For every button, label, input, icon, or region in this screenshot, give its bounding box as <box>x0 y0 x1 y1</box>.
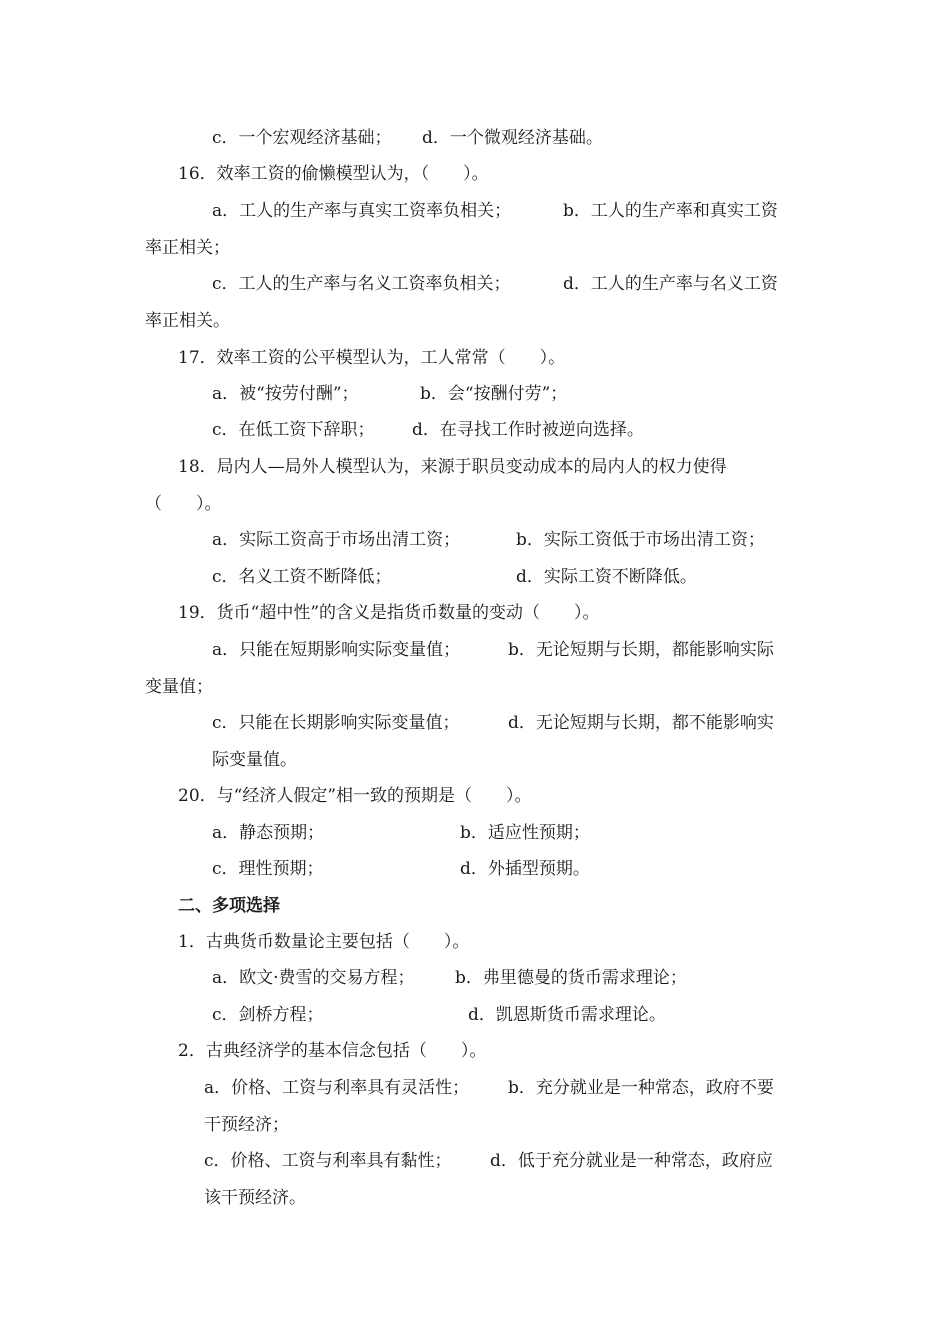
q15-option-c: c．一个宏观经济基础； <box>212 128 392 148</box>
q20-stem-line <box>0 778 950 814</box>
m2-option-b-wrap <box>0 1107 950 1143</box>
q20-options-cd <box>0 851 950 887</box>
q17-option-c: c．在低工资下辞职； <box>212 420 375 440</box>
q16-option-c: c．工人的生产率与名义工资率负相关； <box>212 274 511 294</box>
q17-options-ab <box>0 376 950 412</box>
q19-option-d-wrap <box>0 742 950 778</box>
q20-options-ab <box>0 815 950 851</box>
q20-option-b: b．适应性预期； <box>460 823 590 843</box>
q15-options-cd <box>0 120 950 156</box>
q19-option-a: a．只能在短期影响实际变量值； <box>212 640 461 660</box>
q18-option-d: d．实际工资不断降低。 <box>516 567 697 587</box>
q16-option-d: d．工人的生产率与名义工资 <box>563 274 778 294</box>
m2-options-cd <box>0 1143 950 1179</box>
q18-options-ab <box>0 522 950 558</box>
m2-option-a: a．价格、工资与利率具有灵活性； <box>204 1078 470 1098</box>
m2-stem: 2．古典经济学的基本信念包括（ ）。 <box>178 1041 487 1061</box>
m1-stem: 1．古典货币数量论主要包括（ ）。 <box>178 932 470 952</box>
section-heading-line <box>0 888 950 924</box>
m1-options-cd <box>0 997 950 1033</box>
m2-option-b: b．充分就业是一种常态，政府不要 <box>508 1078 774 1098</box>
q19-stem-line <box>0 595 950 631</box>
q19-options-cd <box>0 705 950 741</box>
m2-option-b-cont: 干预经济； <box>204 1115 289 1135</box>
q18-stem-line-1 <box>0 449 950 485</box>
m2-option-d: d．低于充分就业是一种常态，政府应 <box>490 1151 773 1171</box>
q19-option-d: d．无论短期与长期，都不能影响实 <box>508 713 774 733</box>
q17-stem: 17．效率工资的公平模型认为，工人常常（ ）。 <box>178 348 566 368</box>
q16-options-ab <box>0 193 950 229</box>
q18-stem: 18．局内人—局外人模型认为，来源于职员变动成本的局内人的权力使得 <box>178 457 727 477</box>
m2-option-c: c．价格、工资与利率具有黏性； <box>204 1151 452 1171</box>
q16-stem-line <box>0 156 950 192</box>
q20-option-d: d．外插型预期。 <box>460 859 590 879</box>
q15-option-d: d．一个微观经济基础。 <box>422 128 603 148</box>
q19-option-b-cont: 变量值； <box>145 677 213 697</box>
q20-option-a: a．静态预期； <box>212 823 325 843</box>
q19-option-b: b．无论短期与长期，都能影响实际 <box>508 640 774 660</box>
m2-option-d-cont: 该干预经济。 <box>204 1188 306 1208</box>
q18-stem-cont: （ ）。 <box>145 494 222 514</box>
q19-option-b-wrap <box>0 669 950 705</box>
m1-option-a: a．欧文·费雪的交易方程； <box>212 968 415 988</box>
q18-option-a: a．实际工资高于市场出清工资； <box>212 530 461 550</box>
q17-option-b: b．会“按酬付劳”； <box>420 384 568 404</box>
q17-option-d: d．在寻找工作时被逆向选择。 <box>412 420 644 440</box>
q16-option-a: a．工人的生产率与真实工资率负相关； <box>212 201 512 221</box>
q19-option-d-cont: 际变量值。 <box>212 750 297 770</box>
q16-option-b: b．工人的生产率和真实工资 <box>563 201 778 221</box>
q16-option-b-cont: 率正相关； <box>145 238 230 258</box>
m1-stem-line <box>0 924 950 960</box>
q16-stem: 16．效率工资的偷懒模型认为，（ ）。 <box>178 164 489 184</box>
m1-options-ab <box>0 960 950 996</box>
q18-option-c: c．名义工资不断降低； <box>212 567 392 587</box>
q19-option-c: c．只能在长期影响实际变量值； <box>212 713 460 733</box>
q17-option-a: a．被“按劳付酬”； <box>212 384 359 404</box>
q20-option-c: c．理性预期； <box>212 859 324 879</box>
m2-options-ab <box>0 1070 950 1106</box>
q20-stem: 20．与“经济人假定”相一致的预期是（ ）。 <box>178 786 532 806</box>
q16-option-b-wrap <box>0 230 950 266</box>
m2-stem-line <box>0 1033 950 1069</box>
q16-option-d-cont: 率正相关。 <box>145 311 230 331</box>
m1-option-d: d．凯恩斯货币需求理论。 <box>468 1005 666 1025</box>
q16-option-d-wrap <box>0 303 950 339</box>
q17-options-cd <box>0 412 950 448</box>
q18-options-cd <box>0 559 950 595</box>
q16-options-cd <box>0 266 950 302</box>
q18-stem-line-2 <box>0 486 950 522</box>
section-title: 二、多项选择 <box>178 896 280 916</box>
q17-stem-line <box>0 340 950 376</box>
q19-options-ab <box>0 632 950 668</box>
m1-option-c: c．剑桥方程； <box>212 1005 324 1025</box>
q18-option-b: b．实际工资低于市场出清工资； <box>516 530 765 550</box>
m2-option-d-wrap <box>0 1180 950 1216</box>
m1-option-b: b．弗里德曼的货币需求理论； <box>455 968 687 988</box>
q19-stem: 19．货币“超中性”的含义是指货币数量的变动（ ）。 <box>178 603 600 623</box>
